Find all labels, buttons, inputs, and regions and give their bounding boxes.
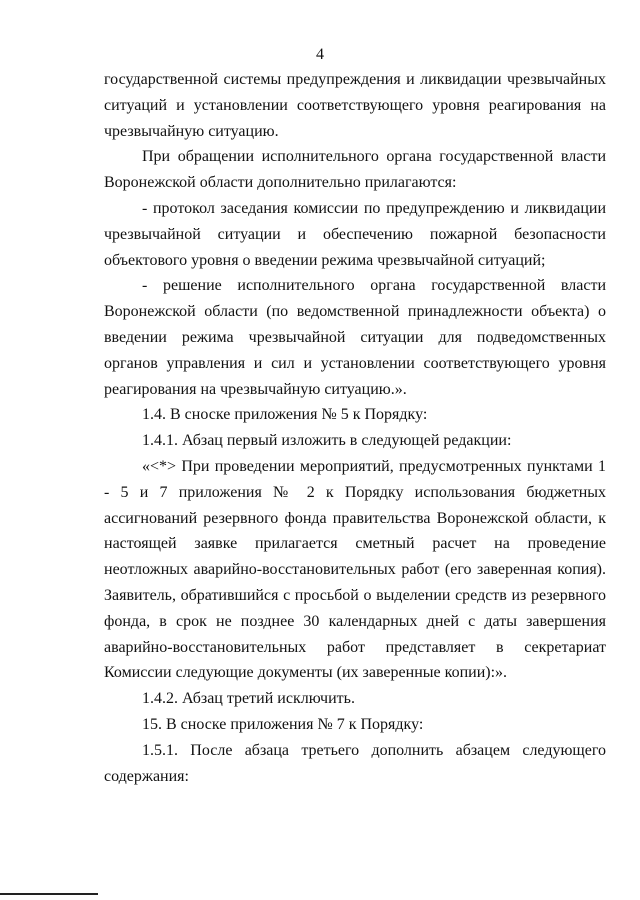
paragraph-continuation: государственной системы предупреждения и ликвидации чрезвычайных ситуаций и установлении соответствующего уровня реагирования на чрезвычайную ситуацию.	[104, 71, 606, 140]
paragraph-1-4-2: 1.4.2. Абзац третий исключить.	[142, 690, 355, 708]
page-number: 4	[316, 46, 324, 63]
paragraph-1-4: 1.4. В сноске приложения № 5 к Порядку:	[142, 406, 428, 424]
paragraph-decision-item: - решение исполнительного органа государственной власти Воронежской области (по ведомственной принадлежности объекта) о введении режима чрезвычайной ситуации для подведомственных органов управления и сил и установлении соответствующего уровня реагирования на чрезвычайную ситуацию.».	[104, 277, 606, 398]
paragraph-1-4-1: 1.4.1. Абзац первый изложить в следующей редакции:	[142, 432, 512, 450]
paragraph-protocol-item: - протокол заседания комиссии по предупреждению и ликвидации чрезвычайной ситуации и обеспечению пожарной безопасности объектового уровня о введении режима чрезвычайной ситуаций;	[104, 199, 606, 269]
paragraph-1-5-1: 1.5.1. После абзаца третьего дополнить абзацем следующего содержания:	[104, 741, 606, 785]
footer-rule	[0, 893, 98, 895]
paragraph-15: 15. В сноске приложения № 7 к Порядку:	[142, 715, 424, 733]
paragraph-footnote-text: «<*> При проведении мероприятий, предусмотренных пунктами 1 - 5 и 7 приложения № 2 к Порядку использования бюджетных ассигнований резервного фонда правительства Воронежской области, к настоящей заявке прилагается сметный расчет на проведение неотложных аварийно-восстановительных работ (его заверенная копия). Заявитель, обратившийся с просьбой о выделении средств из резервного фонда, в срок не позднее 30 календарных дней с даты завершения аварийно-восстановительных работ представляет в секретариат Комиссии следующие документы (их заверенные копии):».	[104, 457, 606, 682]
paragraph-appeal-attachments: При обращении исполнительного органа государственной власти Воронежской области дополнительно прилагаются:	[104, 148, 606, 192]
document-body	[104, 67, 606, 789]
